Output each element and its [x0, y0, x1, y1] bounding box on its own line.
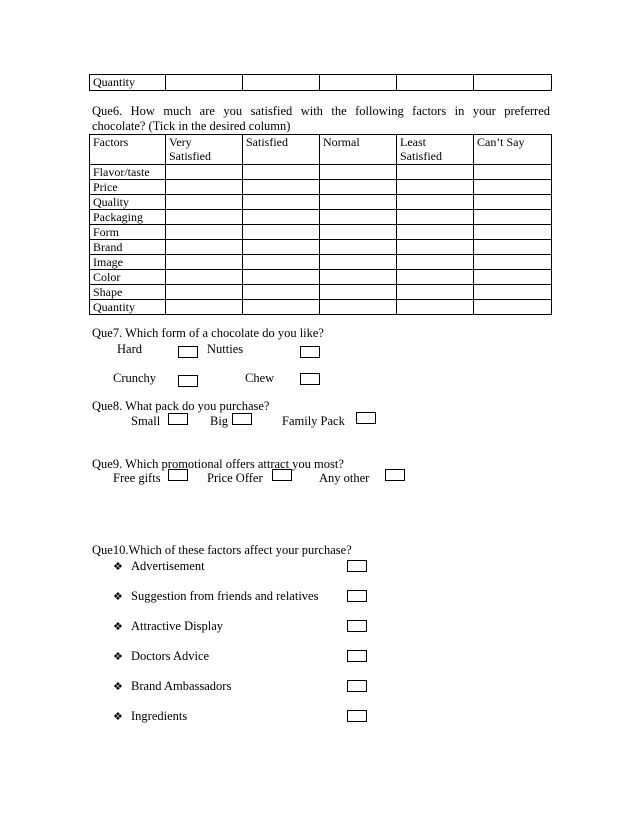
header-factors: Factors	[90, 135, 166, 165]
tick-cell[interactable]	[243, 165, 320, 180]
tick-cell[interactable]	[474, 240, 552, 255]
q10-option-label: Brand Ambassadors	[131, 679, 232, 693]
q7-option-chew: Chew	[245, 371, 275, 385]
tick-cell[interactable]	[166, 270, 243, 285]
q9-checkbox-price-offer[interactable]	[272, 469, 292, 481]
q10-list-item	[113, 589, 318, 604]
tick-cell[interactable]	[166, 180, 243, 195]
q10-option-label: Ingredients	[131, 709, 188, 723]
tick-cell[interactable]	[243, 300, 320, 315]
table-row	[90, 255, 552, 270]
tick-cell[interactable]	[474, 75, 552, 91]
q7-checkbox-chew[interactable]	[300, 373, 320, 385]
tick-cell[interactable]	[474, 270, 552, 285]
header-satisfied: Satisfied	[243, 135, 320, 165]
tick-cell[interactable]	[397, 225, 474, 240]
table-row	[90, 270, 552, 285]
tick-cell[interactable]	[397, 210, 474, 225]
tick-cell[interactable]	[320, 240, 397, 255]
tick-cell[interactable]	[243, 180, 320, 195]
tick-cell[interactable]	[166, 255, 243, 270]
tick-cell[interactable]	[166, 240, 243, 255]
q6-question	[92, 104, 550, 134]
tick-cell[interactable]	[397, 165, 474, 180]
q10-list-item	[113, 619, 223, 634]
bullet-icon: ❖	[113, 680, 123, 693]
bullet-icon: ❖	[113, 710, 123, 723]
q8-checkbox-big[interactable]	[232, 413, 252, 425]
tick-cell[interactable]	[243, 210, 320, 225]
table-row	[90, 225, 552, 240]
row-label-quantity: Quantity	[90, 75, 166, 91]
bullet-icon: ❖	[113, 560, 123, 573]
q8-option-big: Big	[210, 414, 229, 428]
factor-label: Price	[90, 180, 166, 195]
tick-cell[interactable]	[397, 75, 474, 91]
q10-question: Que10.Which of these factors affect your purchase?	[92, 543, 352, 557]
tick-cell[interactable]	[243, 270, 320, 285]
q10-checkbox[interactable]	[347, 560, 367, 572]
tick-cell[interactable]	[243, 285, 320, 300]
tick-cell[interactable]	[397, 300, 474, 315]
q8-checkbox-small[interactable]	[168, 413, 188, 425]
tick-cell[interactable]	[166, 210, 243, 225]
tick-cell[interactable]	[166, 165, 243, 180]
table-row	[90, 180, 552, 195]
tick-cell[interactable]	[397, 270, 474, 285]
q9-option-any-other: Any other	[319, 471, 370, 485]
satisfaction-table	[89, 134, 552, 315]
q10-checkbox[interactable]	[347, 620, 367, 632]
tick-cell[interactable]	[243, 255, 320, 270]
tick-cell[interactable]	[320, 285, 397, 300]
tick-cell[interactable]	[243, 240, 320, 255]
table-row	[90, 285, 552, 300]
factor-label: Flavor/taste	[90, 165, 166, 180]
q7-question: Que7. Which form of a chocolate do you like?	[92, 326, 324, 340]
q10-checkbox[interactable]	[347, 710, 367, 722]
tick-cell[interactable]	[320, 75, 397, 91]
header-very-satisfied: Very Satisfied	[166, 135, 243, 165]
bullet-icon: ❖	[113, 620, 123, 633]
q10-list-item	[113, 709, 187, 724]
q8-checkbox-family-pack[interactable]	[356, 412, 376, 424]
q9-checkbox-any-other[interactable]	[385, 469, 405, 481]
header-cant-say: Can’t Say	[474, 135, 552, 165]
q10-checkbox[interactable]	[347, 680, 367, 692]
q10-option-label: Attractive Display	[131, 619, 223, 633]
table-row	[90, 165, 552, 180]
tick-cell[interactable]	[397, 240, 474, 255]
q10-list-item	[113, 559, 205, 574]
q7-option-crunchy: Crunchy	[113, 371, 157, 385]
q10-option-label: Doctors Advice	[131, 649, 210, 663]
tick-cell[interactable]	[243, 195, 320, 210]
factor-label: Quality	[90, 195, 166, 210]
tick-cell[interactable]	[397, 285, 474, 300]
tick-cell[interactable]	[243, 225, 320, 240]
tick-cell[interactable]	[397, 180, 474, 195]
table-row	[90, 240, 552, 255]
tick-cell[interactable]	[474, 180, 552, 195]
tick-cell[interactable]	[474, 210, 552, 225]
tick-cell[interactable]	[243, 75, 320, 91]
q6-question-line2: chocolate? (Tick in the desired column)	[92, 119, 291, 133]
q7-checkbox-nutties[interactable]	[300, 346, 320, 358]
factor-label: Color	[90, 270, 166, 285]
tick-cell[interactable]	[320, 300, 397, 315]
bullet-icon: ❖	[113, 590, 123, 603]
tick-cell[interactable]	[474, 195, 552, 210]
tick-cell[interactable]	[166, 75, 243, 91]
q8-option-family-pack: Family Pack	[282, 414, 345, 428]
header-least-satisfied: Least Satisfied	[397, 135, 474, 165]
q8-option-small: Small	[131, 414, 161, 428]
tick-cell[interactable]	[397, 195, 474, 210]
tick-cell[interactable]	[320, 210, 397, 225]
q9-option-free-gifts: Free gifts	[113, 471, 161, 485]
q7-option-hard: Hard	[117, 342, 142, 356]
q7-checkbox-crunchy[interactable]	[178, 375, 198, 387]
q10-list-item	[113, 679, 231, 694]
factor-label: Packaging	[90, 210, 166, 225]
q10-list-item	[113, 649, 209, 664]
tick-cell[interactable]	[166, 195, 243, 210]
tick-cell[interactable]	[474, 165, 552, 180]
tick-cell[interactable]	[320, 180, 397, 195]
q9-option-price-offer: Price Offer	[207, 471, 263, 485]
table-header-row	[90, 135, 552, 165]
q6-question-line1: Que6. How much are you satisfied with the following factors in your preferred	[92, 104, 550, 118]
bullet-icon: ❖	[113, 650, 123, 663]
tick-cell[interactable]	[320, 195, 397, 210]
q10-checkbox[interactable]	[347, 590, 367, 602]
table-row	[90, 210, 552, 225]
q10-option-label: Suggestion from friends and relatives	[131, 589, 319, 603]
tick-cell[interactable]	[166, 300, 243, 315]
factor-label: Brand	[90, 240, 166, 255]
q7-option-nutties: Nutties	[207, 342, 244, 356]
q10-option-label: Advertisement	[131, 559, 205, 573]
tick-cell[interactable]	[166, 225, 243, 240]
header-normal: Normal	[320, 135, 397, 165]
q7-checkbox-hard[interactable]	[178, 346, 198, 358]
factor-label: Shape	[90, 285, 166, 300]
q9-question: Que9. Which promotional offers attract you most?	[92, 457, 344, 471]
table-row	[90, 195, 552, 210]
q10-checkbox[interactable]	[347, 650, 367, 662]
tick-cell[interactable]	[397, 255, 474, 270]
factor-label: Form	[90, 225, 166, 240]
tick-cell[interactable]	[320, 225, 397, 240]
tick-cell[interactable]	[320, 165, 397, 180]
factor-label: Quantity	[90, 300, 166, 315]
tick-cell[interactable]	[474, 300, 552, 315]
tick-cell[interactable]	[474, 285, 552, 300]
table-top	[89, 74, 552, 91]
tick-cell[interactable]	[320, 270, 397, 285]
table-row	[90, 300, 552, 315]
tick-cell[interactable]	[320, 255, 397, 270]
factor-label: Image	[90, 255, 166, 270]
tick-cell[interactable]	[474, 255, 552, 270]
tick-cell[interactable]	[474, 225, 552, 240]
tick-cell[interactable]	[166, 285, 243, 300]
q9-checkbox-free-gifts[interactable]	[168, 469, 188, 481]
q8-question: Que8. What pack do you purchase?	[92, 399, 270, 413]
